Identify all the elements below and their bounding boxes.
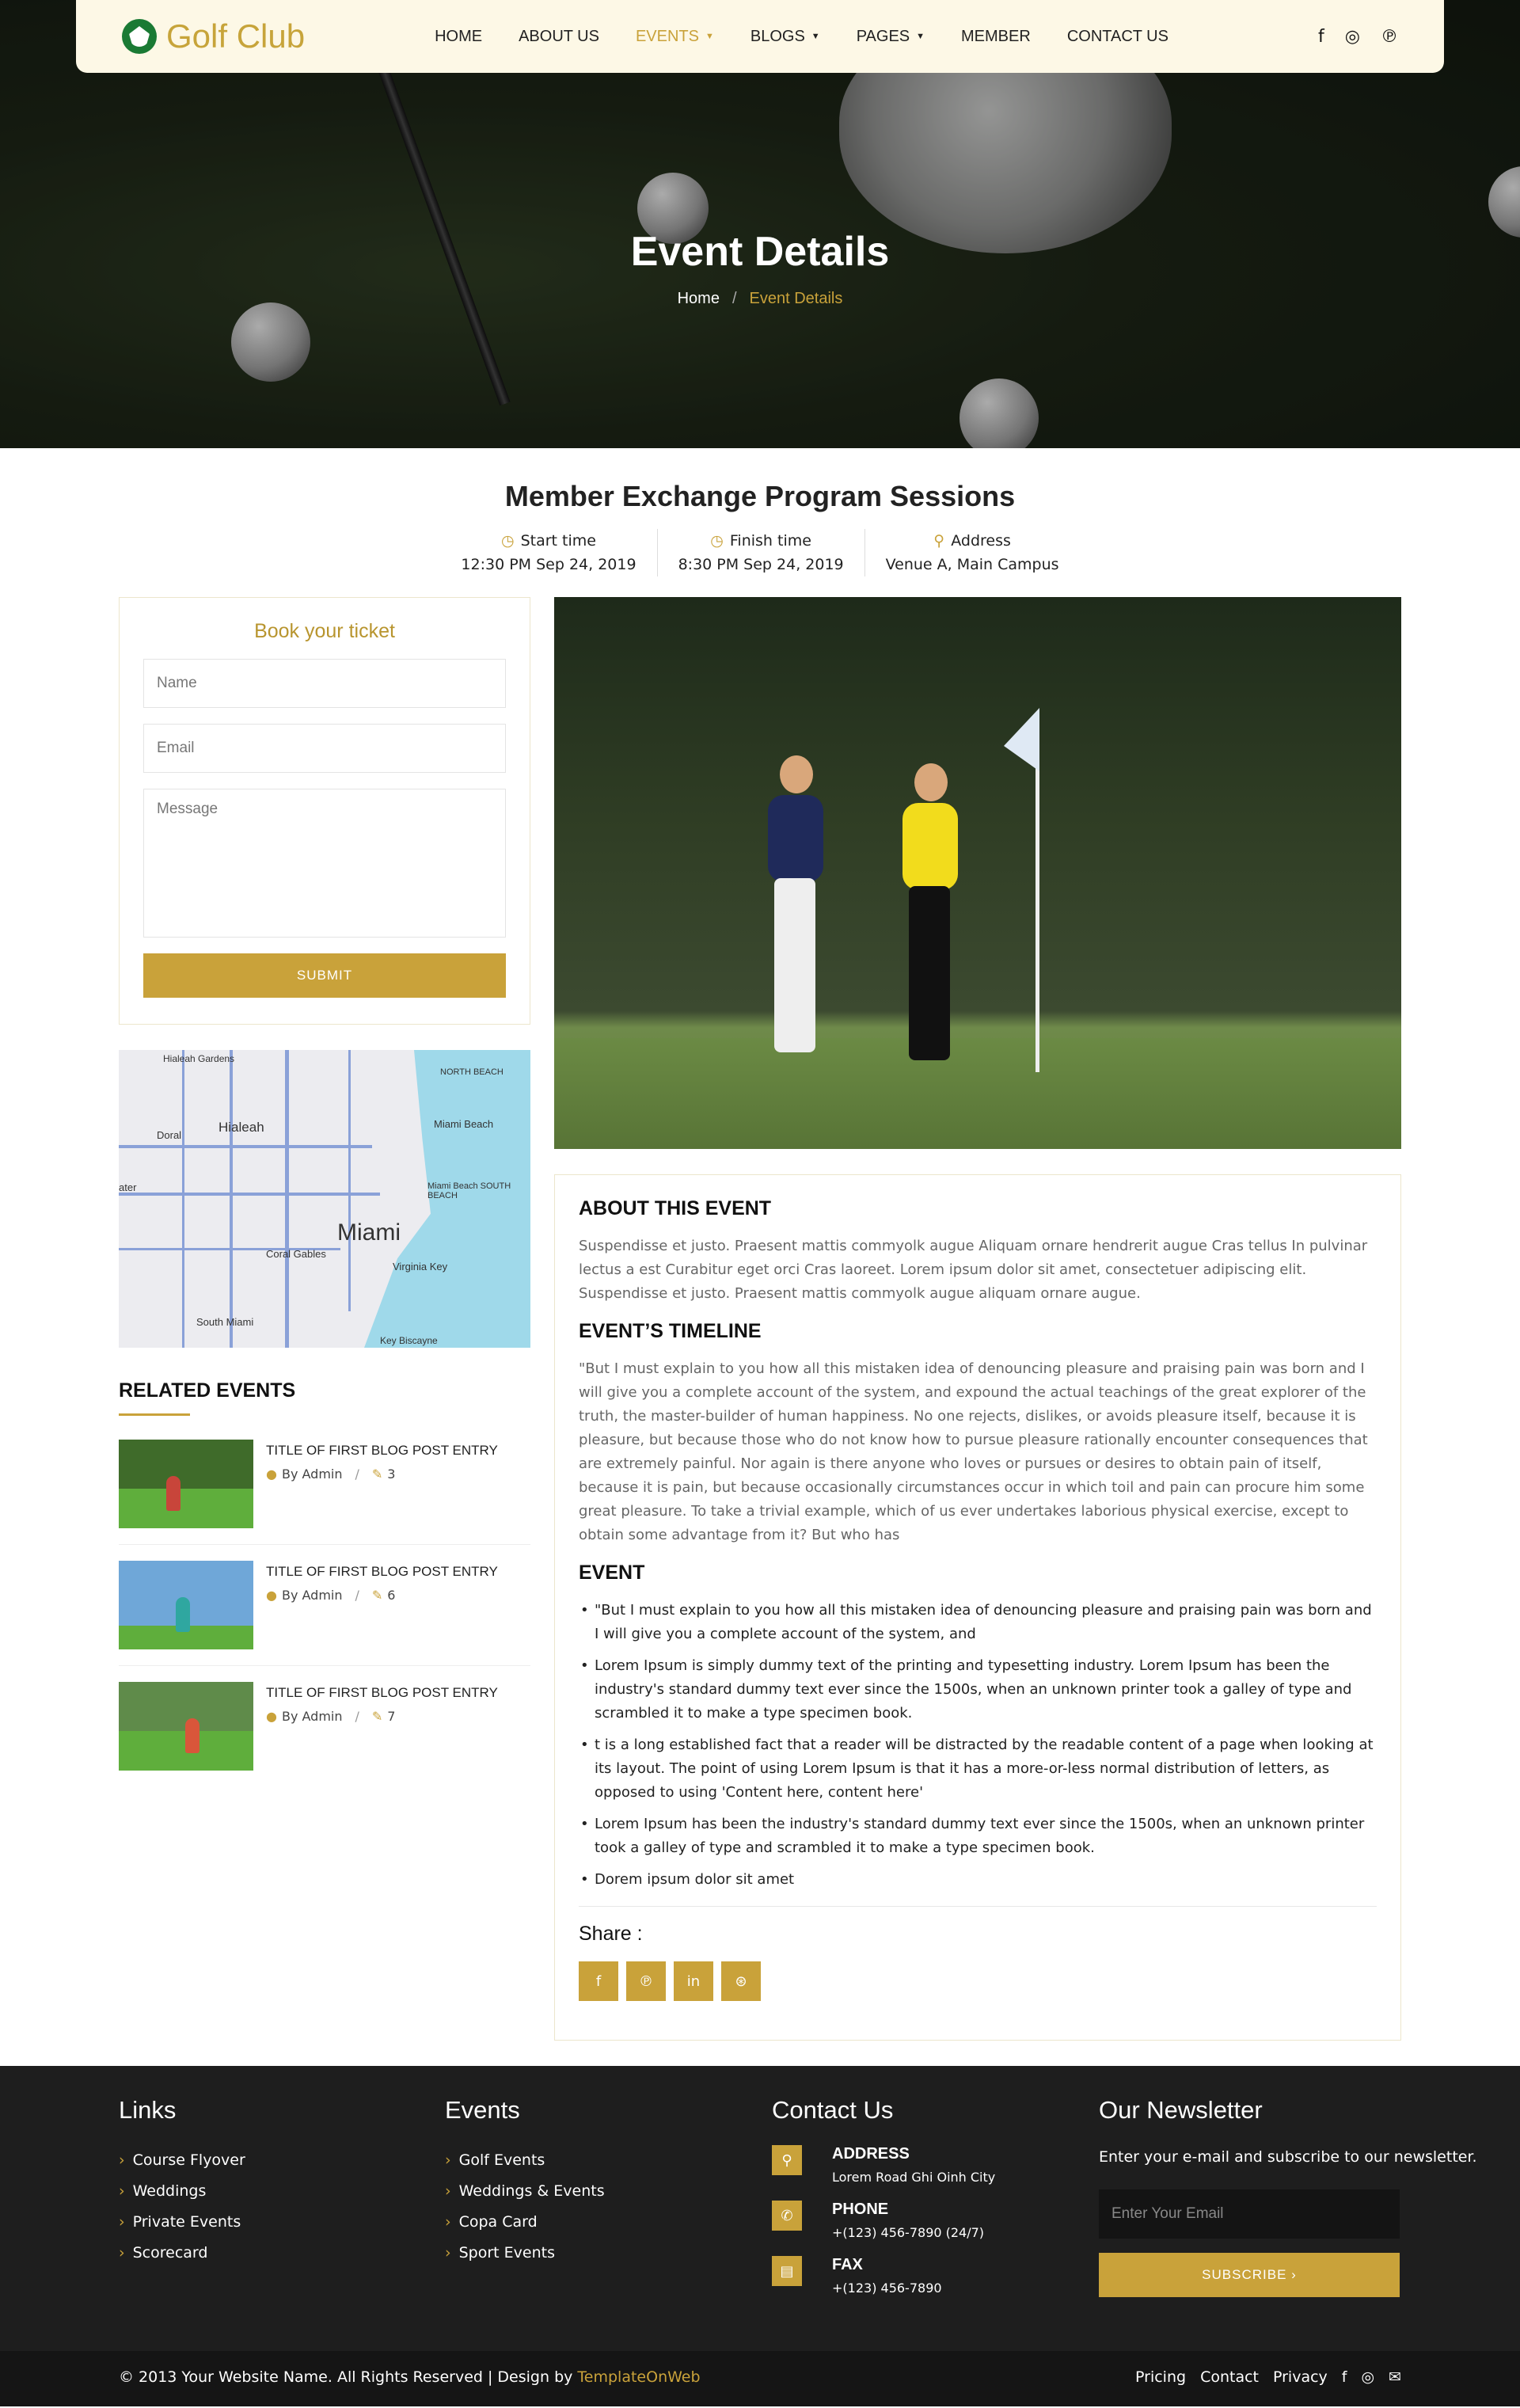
footer-bottom-bar	[0, 2351, 1520, 2406]
newsletter-email-input[interactable]: Enter Your Email	[1099, 2189, 1400, 2239]
post-meta: ● By Admin / ✎ 6	[266, 1588, 396, 1603]
event-title: Member Exchange Program Sessions	[504, 480, 1016, 512]
logo-text: Golf Club	[166, 17, 306, 55]
map-label: NORTH BEACH	[440, 1067, 504, 1077]
bottom-links	[1135, 2368, 1401, 2386]
footer-link[interactable]: › Course Flyover	[119, 2151, 245, 2169]
instagram-icon[interactable]: ◎	[1344, 26, 1360, 47]
map-label: Miami Beach	[434, 1118, 494, 1130]
page-title: Event Details	[630, 229, 890, 275]
subscribe-button[interactable]: SUBSCRIBE ›	[1099, 2253, 1400, 2297]
footer-link[interactable]: › Weddings & Events	[445, 2182, 605, 2200]
nav-item-home[interactable]: HOME	[435, 27, 483, 45]
list-item: • "But I must explain to you how all this mistaken idea of denouncing pleasure and praising pain was born and I will give you a complete account of the system, and	[579, 1599, 1377, 1646]
timeline-heading: EVENT’S TIMELINE	[579, 1320, 762, 1342]
nav-item-blogs[interactable]: BLOGS ▼	[750, 27, 820, 45]
footer-link[interactable]: › Scorecard	[119, 2244, 208, 2262]
comments-icon: ✎	[371, 1709, 383, 1724]
facebook-icon[interactable]: f	[1341, 2368, 1347, 2386]
post-thumbnail	[119, 1682, 253, 1771]
logo[interactable]	[122, 17, 305, 55]
sidebar	[119, 597, 530, 1802]
email-field[interactable]: Email	[143, 724, 506, 773]
list-item: • Lorem Ipsum has been the industry's standard dummy text ever since the 1500s, when an unknown printer took a galley of type and scrambled it to make a type specimen book.	[579, 1813, 1377, 1860]
chevron-right-icon: ›	[119, 2182, 125, 2200]
about-paragraph: Suspendisse et justo. Praesent mattis commyolk augue Aliquam ornare hendrerit augue Cras tellus In pulvinar lectus a est Curabitur eget orci Cras laoreet. Lorem ipsum dolor sit amet, consectetuer adipiscing elit. Suspendisse et justo. Praesent mattis commyolk augue aliquam ornare augue.	[579, 1238, 1368, 1302]
post-title[interactable]: TITLE OF FIRST BLOG POST ENTRY	[266, 1443, 498, 1458]
breadcrumb-separator: /	[732, 290, 737, 307]
event-meta-item: ◷ Start time 12:30 PM Sep 24, 2019	[461, 532, 636, 573]
map-marker-icon: ⚲	[772, 2145, 802, 2175]
footer-events-heading: Events	[445, 2096, 520, 2124]
privacy-link[interactable]: Privacy	[1272, 2368, 1328, 2386]
ticket-title: Book your ticket	[254, 620, 395, 642]
comments-icon: ✎	[371, 1466, 383, 1482]
footer-link[interactable]: › Weddings	[119, 2182, 207, 2200]
nav-item-pages[interactable]: PAGES ▼	[856, 27, 925, 45]
footer-link[interactable]: › Copa Card	[445, 2213, 538, 2231]
map-road	[348, 1050, 351, 1311]
golfer-holding-flag	[887, 763, 974, 1080]
post-thumbnail	[119, 1440, 253, 1528]
chevron-right-icon: ›	[119, 2213, 125, 2231]
chevron-right-icon: ›	[445, 2151, 451, 2169]
map-label: Key Biscayne	[380, 1335, 438, 1346]
contact-address: ⚲ ADDRESS Lorem Road Ghi Oinh City	[772, 2145, 995, 2185]
map-pin-icon: ⚲	[933, 532, 945, 550]
map-road	[285, 1050, 289, 1348]
chevron-right-icon: ›	[119, 2244, 125, 2262]
contact-link[interactable]: Contact	[1200, 2368, 1259, 2386]
caret-down-icon: ▼	[916, 32, 925, 41]
footer-links	[119, 2096, 245, 2269]
golfer-putting	[752, 755, 839, 1072]
footer-links-heading: Links	[119, 2096, 177, 2124]
post-thumbnail	[119, 1561, 253, 1649]
caret-down-icon: ▼	[811, 32, 820, 41]
nav-item-about-us[interactable]: ABOUT US	[519, 27, 599, 45]
map-road	[119, 1145, 372, 1148]
share-heading: Share :	[579, 1923, 643, 1945]
breadcrumb	[0, 290, 1520, 308]
chevron-right-icon: ›	[445, 2244, 451, 2262]
newsletter-heading: Our Newsletter	[1099, 2096, 1263, 2124]
event-meta	[0, 529, 1520, 576]
list-item: • Lorem Ipsum is simply dummy text of the printing and typesetting industry. Lorem Ipsum has been the industry's standard dummy text ever since the 1500s, when an unknown printer took a galley of type and scrambled it to make a type specimen book.	[579, 1654, 1377, 1725]
related-post[interactable]	[119, 1440, 530, 1545]
footer-link[interactable]: › Sport Events	[445, 2244, 555, 2262]
related-post[interactable]	[119, 1682, 530, 1786]
map-road	[182, 1050, 184, 1348]
top-navbar	[76, 0, 1444, 73]
submit-button[interactable]: SUBMIT	[143, 953, 506, 998]
copyright: © 2013 Your Website Name. All Rights Reserved | Design by TemplateOnWeb	[119, 2368, 701, 2386]
fax-icon: ▤	[772, 2256, 802, 2286]
related-posts	[119, 1440, 530, 1786]
related-events-heading: RELATED EVENTS	[119, 1379, 296, 1402]
map-label: Virginia Key	[393, 1261, 448, 1272]
brand-link[interactable]: TemplateOnWeb	[577, 2368, 701, 2386]
main-menu	[435, 28, 1168, 46]
hero-banner	[0, 0, 1520, 448]
event-photo	[554, 597, 1401, 1149]
map-label: Hialeah Gardens	[163, 1053, 235, 1064]
post-title[interactable]: TITLE OF FIRST BLOG POST ENTRY	[266, 1564, 498, 1579]
clock-icon: ◷	[710, 532, 724, 550]
heading-underline	[119, 1413, 190, 1416]
map-label: Miami Beach SOUTH BEACH	[428, 1181, 511, 1200]
event-content	[554, 597, 1401, 2041]
event-bullets	[579, 1599, 1377, 1892]
user-icon: ●	[266, 1588, 277, 1603]
post-meta: ● By Admin / ✎ 7	[266, 1709, 396, 1724]
share-buttons	[579, 1961, 1377, 2001]
footer-events	[445, 2096, 605, 2269]
message-field[interactable]: Message	[143, 789, 506, 938]
breadcrumb-current: Event Details	[749, 290, 843, 307]
main-content	[0, 597, 1520, 2066]
related-post[interactable]	[119, 1561, 530, 1666]
map-label: Hialeah	[218, 1120, 264, 1135]
map-road	[119, 1193, 380, 1196]
clock-icon: ◷	[501, 532, 515, 550]
map-label: Miami	[337, 1219, 401, 1246]
footer-link[interactable]: › Private Events	[119, 2213, 241, 2231]
map[interactable]	[119, 1050, 530, 1348]
instagram-icon[interactable]: ◎	[1361, 2368, 1375, 2386]
pricing-link[interactable]: Pricing	[1135, 2368, 1187, 2386]
nav-item-events[interactable]: EVENTS ▼	[635, 27, 714, 45]
comments-icon: ✎	[371, 1588, 383, 1603]
timeline-paragraph: "But I must explain to you how all this mistaken idea of denouncing pleasure and praising pain was born and I will give you a complete account of the system, and expound the actual teachings of the great explorer of the truth, the master-builder of human happiness. No one rejects, dislikes, or avoids pleasure itself, because it is pleasure, but because those who do not know how to pursue pleasure rationally encounter consequences that are extremely painful. Nor again is there anyone who loves or pursues or desires to obtain pain of itself, because it is pain, but because occasionally circumstances occur in which toil and pain can procure him some great pleasure. To take a trivial example, which of us ever undertakes laborious physical exercise, except to obtain some advantage from it? But who has	[579, 1360, 1368, 1543]
chevron-right-icon: ›	[119, 2151, 125, 2169]
map-road	[230, 1050, 233, 1348]
facebook-icon[interactable]: f	[579, 1961, 618, 2001]
event-meta-item: ⚲ Address Venue A, Main Campus	[864, 529, 1080, 576]
newsletter-text: Enter your e-mail and subscribe to our newsletter.	[1099, 2148, 1477, 2166]
footer-contact-heading: Contact Us	[772, 2096, 894, 2124]
caret-down-icon: ▼	[705, 32, 714, 41]
list-item: • Dorem ipsum dolor sit amet	[579, 1868, 1377, 1892]
linkedin-icon[interactable]: in	[674, 1961, 713, 2001]
pinterest-icon[interactable]: ℗	[626, 1961, 666, 2001]
list-item: • t is a long established fact that a reader will be distracted by the readable content of a page when looking at its layout. The point of using Lorem Ipsum is that it has a more-or-less normal distribution of letters, as opposed to using 'Content here, content here'	[579, 1733, 1377, 1805]
about-event	[554, 1174, 1401, 2041]
flag	[1004, 708, 1039, 771]
event-heading: EVENT	[579, 1562, 645, 1584]
contact-fax: ▤ FAX +(123) 456-7890	[772, 2256, 995, 2296]
user-icon: ●	[266, 1709, 277, 1724]
footer-contact	[772, 2096, 995, 2311]
facebook-icon[interactable]: f	[1318, 26, 1324, 47]
map-label: South Miami	[196, 1316, 254, 1328]
pinterest-icon[interactable]: ℗	[1381, 26, 1398, 47]
chevron-right-icon: ›	[445, 2182, 451, 2200]
chevron-right-icon: ›	[445, 2213, 451, 2231]
name-field[interactable]: Name	[143, 659, 506, 708]
user-icon: ●	[266, 1466, 277, 1482]
post-meta: ● By Admin / ✎ 3	[266, 1466, 396, 1482]
nav-item-contact-us[interactable]: CONTACT US	[1066, 27, 1168, 45]
ticket-form	[119, 597, 530, 1025]
nav-item-member[interactable]: MEMBER	[961, 27, 1031, 45]
chevron-right-icon: ›	[1291, 2267, 1297, 2282]
social-links	[1318, 27, 1398, 47]
breadcrumb-home[interactable]: Home	[677, 290, 720, 307]
post-title[interactable]: TITLE OF FIRST BLOG POST ENTRY	[266, 1685, 498, 1700]
phone-icon: ✆	[772, 2201, 802, 2231]
divider	[579, 1906, 1377, 1907]
soccer-ball-icon	[122, 19, 157, 54]
footer-newsletter	[1099, 2096, 1477, 2297]
map-label: Doral	[157, 1129, 182, 1141]
map-label: ater	[119, 1181, 137, 1193]
footer-link[interactable]: › Golf Events	[445, 2151, 545, 2169]
dribbble-icon[interactable]: ⊛	[721, 1961, 761, 2001]
map-label: Coral Gables	[266, 1248, 326, 1260]
envelope-icon[interactable]: ✉	[1389, 2368, 1401, 2386]
contact-phone: ✆ PHONE +(123) 456-7890 (24/7)	[772, 2201, 995, 2240]
about-heading: ABOUT THIS EVENT	[579, 1197, 772, 1219]
event-meta-item: ◷ Finish time 8:30 PM Sep 24, 2019	[657, 529, 864, 576]
footer	[0, 2066, 1520, 2351]
